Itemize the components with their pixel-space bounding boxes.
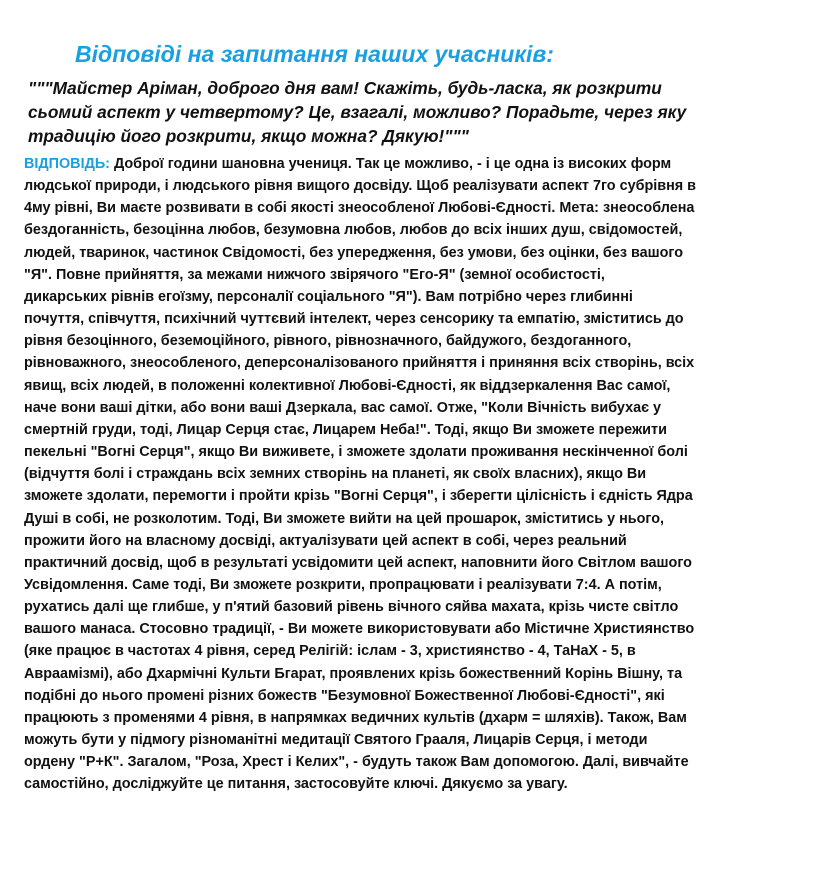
answer-line: Усвідомлення. Саме тоді, Ви зможете розкрити, пропрацювати і реалізувати 7:4. А потім, — [24, 576, 662, 593]
answer-line: (відчуття болі і страждань всіх земних створінь на планеті, як своїх власних), якщо Ви — [24, 466, 647, 483]
question-line: сьомий аспект у четвертому? Це, взагалі, можливо? Порадьте, через яку — [28, 102, 687, 122]
answer-line: пекельні "Вогні Серця", якщо Ви виживете, і зможете здолати проживання нескінченної болі — [24, 444, 688, 461]
answer-line: рівноважного, знеособленого, деперсоналізованого прийняття і приняння всіх створінь, всіх — [24, 355, 695, 372]
answer-line: явищ, всіх людей, в положенні колективної Любові-Єдності, як віддзеркалення Вас самої, — [24, 377, 671, 394]
answer-block — [24, 153, 824, 796]
answer-line: смертній груди, тоді, Лицар Серця стає, Лицарем Неба!". Тоді, якщо Ви зможете пережити — [24, 421, 667, 438]
answer-line: ордену "Р+К". Загалом, "Роза, Хрест і Келих", - будуть також Вам допомогою. Далі, вивчайте — [24, 754, 689, 771]
answer-line: Душі в собі, не розколотим. Тоді, Ви зможете вийти на цей прошарок, зміститись у нього, — [24, 510, 664, 527]
answer-line: 4му рівні, Ви маєте розвивати в собі якості знеособленої Любові-Єдності. Мета: знеособлена — [24, 200, 695, 217]
page-heading: Відповіді на запитання наших учасників: — [75, 41, 554, 67]
answer-line: дикарських рівнів егоїзму, персоналії соціального "Я"). Вам потрібно через глибинні — [24, 288, 633, 305]
answer-line: людської природи, і людського рівня вищого досвіду. Щоб реалізувати аспект 7го субрівня в — [24, 178, 697, 195]
answer-line: прожити його на власному досвіді, актуалізувати цей аспект в собі, через реальний — [24, 532, 627, 549]
answer-line: почуття, співчуття, психічний чуттєвий інтелект, через сенсорику та емпатію, зміститись до — [24, 311, 684, 328]
answer-line: "Я". Повне прийняття, за межами нижчого звірячого "Его-Я" (земної особистості, — [24, 266, 605, 283]
answer-line: зможете здолати, перемогти і пройти крізь "Вогні Серця", і зберегти цілісність і єдність Ядра — [24, 488, 693, 505]
answer-line: бездоганність, безоцінна любов, безумовна любов, любов до всіх інших душ, свідомостей, — [24, 222, 683, 239]
answer-line: подібні до нього промені різних божеств "Безумовної Божественної Любові-Єдності", які — [24, 687, 665, 704]
answer-line: рівня безоцінного, беземоційного, рівного, рівнозначного, байдужого, бездоганного, — [24, 333, 632, 350]
answer-line: рухатись далі ще глибше, у п'ятий базовий рівень вічного сяйва махата, крізь чисте світло — [24, 599, 679, 616]
answer-label: ВІДПОВІДЬ: — [24, 156, 110, 172]
question-line: традицію його розкрити, якщо можна? Дякую!""" — [28, 126, 469, 146]
answer-first-text: Доброї години шановна учениця. Так це можливо, - і це одна із високих форм — [109, 156, 672, 172]
answer-line: (яке працює в частотах 4 рівня, серед Релігій: іслам - 3, християнство - 4, ТаНаХ - 5, в — [24, 643, 636, 660]
answer-line: вашого манаса. Стосовно традиції, - Ви можете використовувати або Містичне Християнство — [24, 621, 695, 638]
answer-line: наче вони ваші дітки, або вони ваші Дзеркала, вас самої. Отже, "Коли Вічність вибухає у — [24, 399, 662, 416]
answer-line: людей, тваринок, частинок Свідомості, без упередження, без умови, без оцінки, без вашого — [24, 244, 684, 261]
answer-line: працюють з променями 4 рівня, в напрямках ведичних культів (дхарм = шляхів). Також, Вам — [24, 709, 687, 726]
question-line: """Майстер Аріман, доброго дня вам! Скажіть, будь-ласка, як розкрити — [28, 78, 662, 98]
answer-line-first — [24, 153, 824, 175]
answer-line: самостійно, досліджуйте це питання, застосовуйте ключі. Дякуємо за увагу. — [24, 776, 568, 793]
question-block — [28, 76, 808, 148]
answer-line: можуть бути у підмогу різноманітні медитації Святого Грааля, Лицарів Серця, і методи — [24, 732, 648, 749]
answer-line: практичний досвід, щоб в результаті усвідомити цей аспект, наповнити його Світлом вашого — [24, 554, 692, 571]
answer-line: Авраамізмі), або Дхармічні Культи Бгарат, проявлених крізь божественний Корінь Вішну, та — [24, 665, 683, 682]
